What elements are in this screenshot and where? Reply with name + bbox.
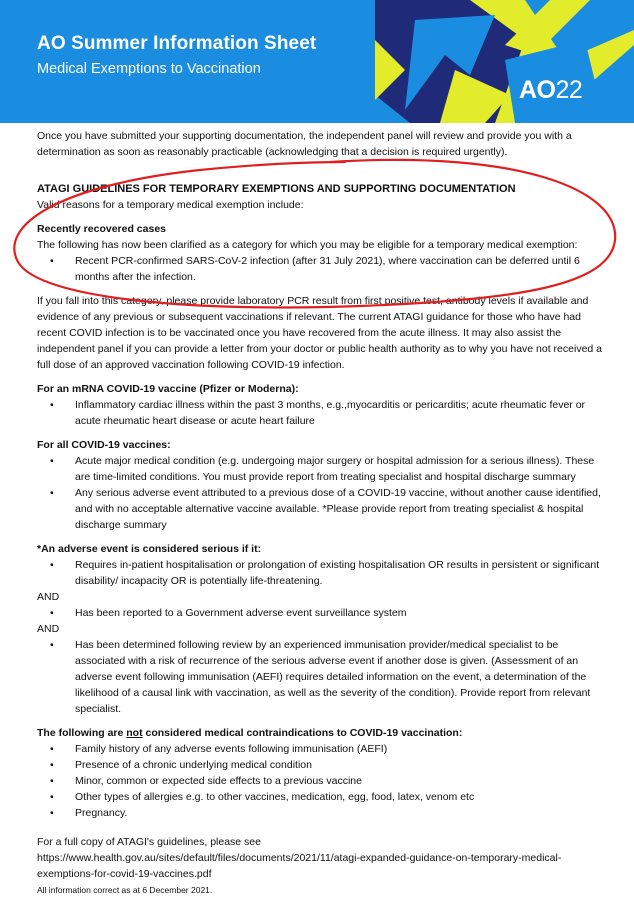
page-title: AO Summer Information Sheet bbox=[37, 33, 317, 54]
not-contraindications-heading bbox=[37, 725, 607, 741]
list-item: • Has been determined following review by an experienced immunisation provider/medical specialist to be associated with a risk of recurrence of the serious adverse event if another dose is given. (Assessment of an adverse event following immunisation (AEFI) requires detailed information on the event, a determination of the likelihood of a causal link with vaccination, as well as the severity of the condition). Provide report from relevant specialist. bbox=[37, 637, 607, 717]
list-item: • Presence of a chronic underlying medical condition bbox=[37, 757, 607, 773]
header-artwork bbox=[375, 0, 634, 123]
list-item: • Other types of allergies e.g. to other vaccines, medication, egg, food, latex, venom etc bbox=[37, 789, 607, 805]
heading-text: The following are bbox=[37, 727, 127, 739]
atagi-heading: ATAGI GUIDELINES FOR TEMPORARY EXEMPTIONS AND SUPPORTING DOCUMENTATION bbox=[37, 183, 516, 195]
footer-note: All information correct as at 6 December 2021. bbox=[37, 885, 213, 895]
heading-emphasis: not bbox=[126, 727, 143, 739]
list-item: • Requires in-patient hospitalisation or prolongation of existing hospitalisation OR results in persistent or significant disability/ incapacity OR is potentially life-threatening. bbox=[37, 557, 607, 589]
category-paragraph: If you fall into this category, please provide laboratory PCR result from first positive test, antibody levels if available and evidence of any previous or subsequent vaccinations if relevant. The current ATAGI guidance for those who have had recent COVID infection is to be vaccinated once you have recovered from the acute illness. It may also assist the independent panel if you can provide a letter from your doctor or public health authority as to why you have not received a full dose of an approved vaccination following COVID-19 infection. bbox=[37, 295, 603, 371]
list-item: • Inflammatory cardiac illness within the past 3 months, e.g.,myocarditis or pericarditis; acute rheumatic fever or acute rheumatic heart disease or acute heart failure bbox=[37, 397, 607, 429]
list-item: • Acute major medical condition (e.g. undergoing major surgery or hospital admission for a serious illness). These are time-limited conditions. You must provide report from treating specialist and hospital discharge summary bbox=[37, 453, 607, 485]
serious-list-1 bbox=[37, 557, 607, 589]
atagi-lead: Valid reasons for a temporary medical exemption include: bbox=[37, 199, 304, 211]
ao22-logo bbox=[519, 78, 582, 103]
list-item: • Pregnancy. bbox=[37, 805, 607, 821]
logo-letters: AO bbox=[519, 76, 556, 104]
recent-list bbox=[37, 253, 607, 285]
serious-list-3 bbox=[37, 637, 607, 717]
all-vaccines-heading: For all COVID-19 vaccines: bbox=[37, 439, 171, 451]
serious-heading: *An adverse event is considered serious if it: bbox=[37, 543, 262, 555]
mrna-heading: For an mRNA COVID-19 vaccine (Pfizer or Moderna): bbox=[37, 383, 299, 395]
serious-list-2 bbox=[37, 605, 607, 621]
guidelines-url[interactable]: https://www.health.gov.au/sites/default/files/documents/2021/11/atagi-expanded-guidance-on-temporary-medical-exemptions-for-covid-19-vaccines.pdf bbox=[37, 852, 562, 880]
header-banner bbox=[0, 0, 634, 123]
list-item: • Minor, common or expected side effects to a previous vaccine bbox=[37, 773, 607, 789]
list-item: • Any serious adverse event attributed to a previous dose of a COVID-19 vaccine, without another cause identified, and with no acceptable alternative vaccine available. *Please provide report from treating specialist & hospital discharge summary bbox=[37, 485, 607, 533]
document-body bbox=[37, 128, 607, 898]
page-subtitle: Medical Exemptions to Vaccination bbox=[37, 61, 261, 77]
guidelines-lead: For a full copy of ATAGI's guidelines, please see bbox=[37, 836, 261, 848]
list-item: • Family history of any adverse events following immunisation (AEFI) bbox=[37, 741, 607, 757]
heading-text: considered medical contraindications to COVID-19 vaccination: bbox=[142, 727, 463, 739]
not-contraindications-list bbox=[37, 741, 607, 821]
mrna-list bbox=[37, 397, 607, 429]
list-item: • Has been reported to a Government adverse event surveillance system bbox=[37, 605, 607, 621]
recent-heading: Recently recovered cases bbox=[37, 223, 166, 235]
list-item: • Recent PCR-confirmed SARS-CoV-2 infection (after 31 July 2021), where vaccination can be deferred until 6 months after the infection. bbox=[37, 253, 607, 285]
logo-digits: 22 bbox=[555, 76, 583, 104]
all-vaccines-list bbox=[37, 453, 607, 533]
and-connector: AND bbox=[37, 591, 60, 603]
recent-lead: The following has now been clarified as a category for which you may be eligible for a temporary medical exemption: bbox=[37, 239, 578, 251]
and-connector: AND bbox=[37, 623, 60, 635]
intro-paragraph: Once you have submitted your supporting documentation, the independent panel will review and provide you with a determination as soon as reasonably practicable (acknowledging that a decision is required urgently). bbox=[37, 130, 572, 158]
